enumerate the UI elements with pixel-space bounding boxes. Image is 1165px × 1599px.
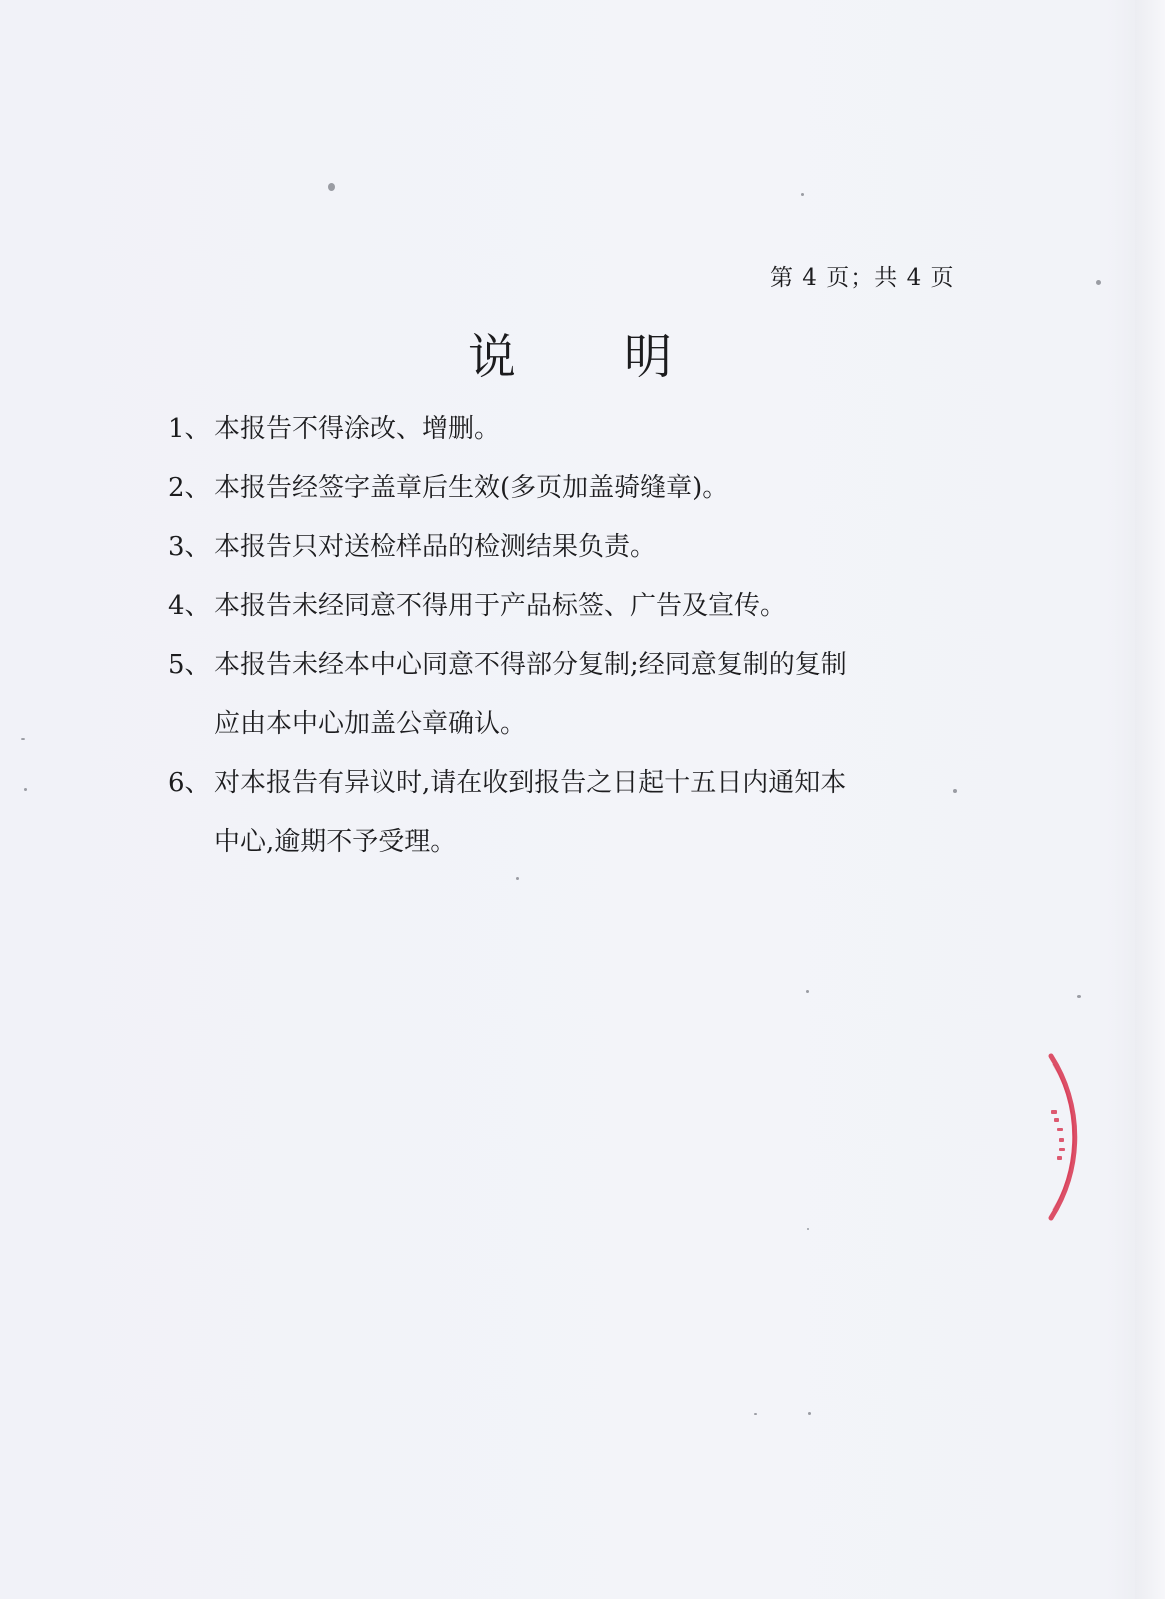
title-char-1: 说: [468, 329, 517, 385]
note-number: 6、: [168, 768, 211, 798]
scan-speck: [953, 789, 957, 793]
note-item: [168, 400, 968, 459]
note-text: 本报告未经同意不得用于产品标签、广告及宣传。: [214, 591, 787, 621]
note-item: [168, 577, 968, 636]
scan-speck: [801, 193, 804, 196]
note-text: 本报告经签字盖章后生效(多页加盖骑缝章)。: [214, 473, 729, 503]
scan-speck: [24, 788, 27, 791]
note-item: [168, 459, 968, 518]
scan-speck: [1096, 280, 1101, 285]
note-text: 本报告不得涂改、增删。: [214, 414, 501, 444]
note-item: [168, 636, 968, 754]
scan-speck: [1077, 995, 1081, 998]
note-number: 1、: [168, 414, 211, 444]
seal-stamp-graphic: [1045, 1052, 1109, 1222]
page-indicator: 第 4 页；共 4 页: [770, 265, 955, 291]
page-edge: [1135, 0, 1165, 1599]
note-text: 本报告只对送检样品的检测结果负责。: [214, 532, 657, 562]
scan-speck: [328, 183, 335, 191]
note-number: 3、: [168, 532, 211, 562]
note-text-line-2: 应由本中心加盖公章确认。: [214, 709, 527, 739]
scan-speck: [806, 990, 809, 993]
seal-stamp-icon: [1045, 1052, 1109, 1222]
scan-speck: [21, 738, 25, 740]
scan-speck: [516, 877, 519, 880]
title-char-2: 明: [624, 329, 673, 385]
scan-speck: [807, 1228, 809, 1230]
page-title: [468, 318, 672, 387]
note-item: [168, 754, 968, 872]
note-text-line-2: 中心,逾期不予受理。: [214, 827, 457, 857]
note-item: [168, 518, 968, 577]
notes-list: [168, 400, 968, 872]
note-text-line-1: 本报告未经本中心同意不得部分复制;经同意复制的复制: [214, 650, 847, 680]
note-text-line-1: 对本报告有异议时,请在收到报告之日起十五日内通知本: [214, 768, 847, 798]
note-number: 5、: [168, 650, 211, 680]
scan-speck: [808, 1412, 811, 1415]
note-number: 4、: [168, 591, 211, 621]
scan-speck: [754, 1413, 757, 1415]
note-number: 2、: [168, 473, 211, 503]
